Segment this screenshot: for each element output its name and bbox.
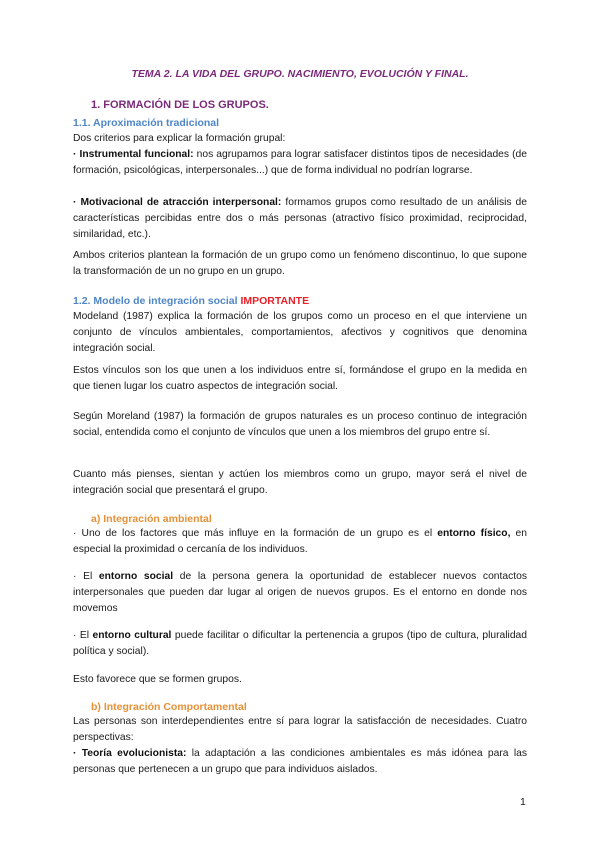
paragraph-entorno-cultural [73, 628, 527, 660]
subsection-title: 1.2. Modelo de integración social [73, 295, 238, 307]
paragraph-ambos: Ambos criterios plantean la formación de un grupo como un fenómeno discontinuo, lo que supone la transformación de un no grupo en un grupo. [73, 250, 527, 277]
bullet-teoria-evolucionista [73, 746, 527, 778]
bullet-text: la adaptación a las condiciones ambientales es más idónea para las personas que pertenecen a un grupo que para individuos aislados. [73, 748, 527, 775]
paragraph-interdependientes: Las personas son interdependientes entre sí para lograr la satisfacción de necesidades. Cuatro perspectivas: [73, 716, 527, 743]
bullet-label: · Motivacional de atracción interpersonal: [73, 197, 282, 208]
paragraph-entorno-fisico [73, 526, 527, 558]
paragraph-intro: Dos criterios para explicar la formación grupal: [73, 133, 286, 144]
bullet-instrumental [73, 147, 527, 179]
heading-integracion-comportamental: b) Integración Comportamental [91, 701, 247, 713]
paragraph-modeland: Modeland (1987) explica la formación de los grupos como un proceso en el que interviene un conjunto de vínculos ambientales, comportamientos, afectivos y cognitivos que denomina integración social. [73, 311, 527, 354]
text: puede facilitar o dificultar la pertenencia a grupos (tipo de cultura, pluralidad política y social). [73, 630, 527, 657]
bullet-text: nos agrupamos para lograr satisfacer distintos tipos de necesidades (de formación, psicológicas, interpersonales...) que de forma individual no podrían lograrse. [73, 149, 527, 176]
bold-term: entorno social [98, 571, 174, 582]
paragraph-favorece: Esto favorece que se formen grupos. [73, 674, 242, 685]
heading-integracion-ambiental: a) Integración ambiental [91, 513, 212, 525]
bullet-text: formamos grupos como resultado de un análisis de características percibidas entre dos o más personas (atractivo físico proximidad, reciprocidad, similaridad, etc.). [73, 197, 527, 240]
text: de la persona genera la oportunidad de establecer nuevos contactos interpersonales que pueden dar lugar al origen de nuevos grupos. Es el entorno en donde nos movemos [73, 571, 528, 614]
subsection-heading-modelo [73, 295, 309, 307]
paragraph-moreland: Según Moreland (1987) la formación de grupos naturales es un proceso continuo de integración social, entendida como el conjunto de vínculos que unen a los miembros del grupo entre sí. [73, 411, 527, 438]
bold-term: entorno físico, [437, 528, 511, 539]
text: en especial la proximidad o cercanía de los individuos. [73, 528, 527, 555]
important-tag: IMPORTANTE [240, 295, 310, 307]
bullet-label: · Teoría evolucionista: [73, 748, 187, 759]
bullet-label: · Instrumental funcional: [73, 149, 194, 160]
paragraph-entorno-social [73, 569, 527, 617]
text: · El [73, 630, 93, 641]
bold-term: entorno cultural [92, 630, 172, 641]
subsection-heading-aproximacion: 1.1. Aproximación tradicional [73, 117, 220, 129]
text: · El [73, 571, 99, 582]
document-title: TEMA 2. LA VIDA DEL GRUPO. NACIMIENTO, EVOLUCIÓN Y FINAL. [131, 68, 469, 80]
text: · Uno de los factores que más influye en la formación de un grupo es el [73, 528, 438, 539]
bullet-motivacional [73, 195, 527, 243]
section-heading-formacion: 1. FORMACIÓN DE LOS GRUPOS. [91, 99, 269, 111]
page-number: 1 [520, 796, 526, 808]
paragraph-cuanto: Cuanto más pienses, sientan y actúen los miembros como un grupo, mayor será el nivel de integración social que presentará el grupo. [73, 469, 527, 496]
paragraph-vinculos: Estos vínculos son los que unen a los individuos entre sí, formándose el grupo en la medida en que tienen lugar los cuatro aspectos de integración social. [73, 365, 527, 392]
